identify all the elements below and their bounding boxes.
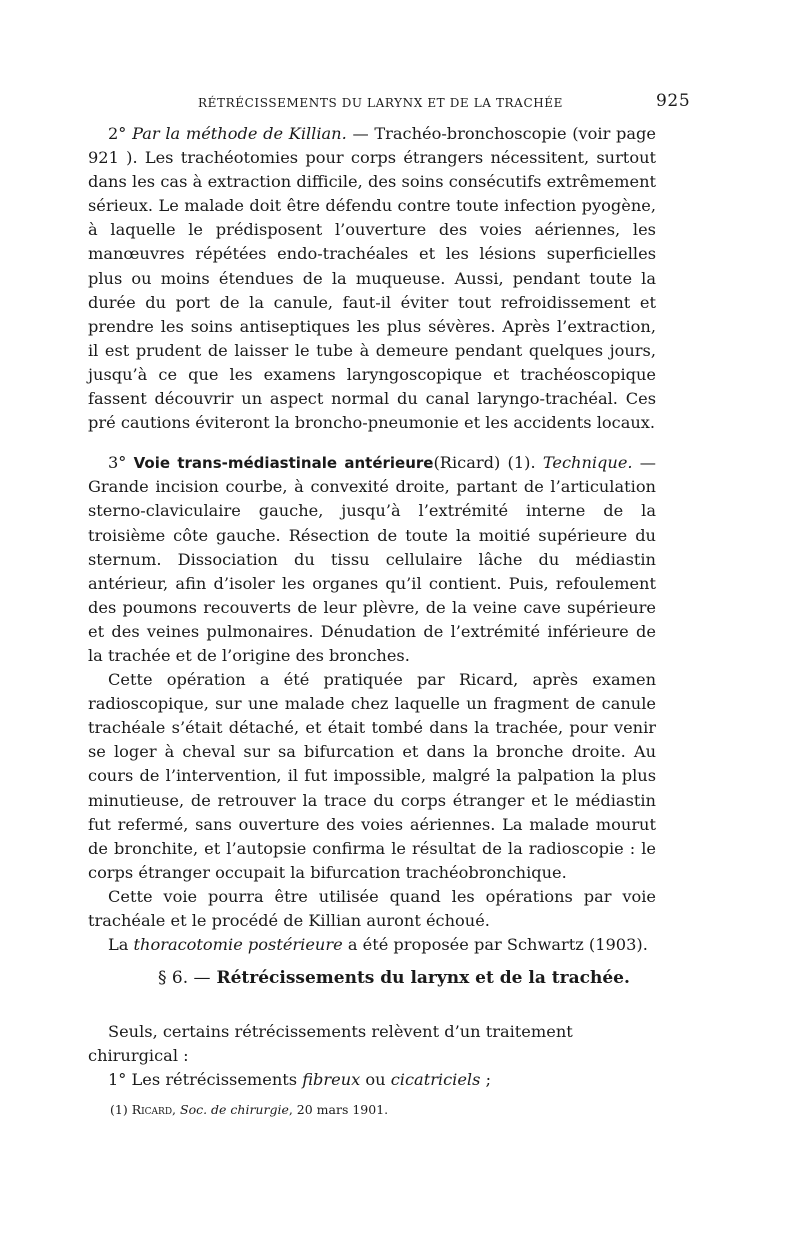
section-intro: Seuls, certains rétrécissements relèvent d’un traitement chirurgical : <box>88 1022 573 1066</box>
paragraph-ricard: 3° Voie trans-médiastinale antérieure(Ricard) (1). Technique. — Grande incision courbe, à convexité droite, partant de l’articulation sterno-claviculaire gauche, jusqu’à l’extrémité interne de la troisième côte gauche. Résection de toute la moitié supérieure du sternum. Dissociation du tissu cellulaire lâche du médiastin antérieur, afin d’isoler les organes qu’il contient. Puis, refoulement des poumons recouverts de leur plèvre, de la veine cave supérieure et des veines pulmonaires. Dénudation de l’extrémité inférieure de la trachée et de l’origine des bronches. <box>88 453 656 665</box>
ricard-heading: Voie trans-médiastinale antérieure <box>133 454 434 473</box>
section-text <box>88 1020 656 1092</box>
paragraph-operation: Cette opération a été pratiquée par Ricard, après examen radioscopique, sur une malade chez laquelle un fragment de canule trachéale s’était détaché, et était tombé dans la trachée, pour venir se loger à cheval sur sa bifurcation et dans la bronche droite. Au cours de l’intervention, il fut impossible, malgré la palpation la plus minutieuse, de retrouver la trace du corps étranger et le médiastin fut refermé, sans ouverture des voies aériennes. La malade mourut de bronchite, et l’autopsie confirma le résultat de la radioscopie : le corps étranger occupait la bifurcation trachéobronchique. <box>88 670 656 882</box>
paragraph-killian: 2° Par la méthode de Killian. — Trachéo-bronchoscopie (voir page 921 ). Les trachéotomies pour corps étrangers nécessitent, surtout dans les cas à extraction difficile, des soins consécutifs extrêmement sérieux. Le malade doit être défendu contre toute infection pyogène, à laquelle le prédisposent l’ouverture des voies aériennes, les manœuvres répétées endo-trachéales et les lésions superficielles plus ou moins étendues de la muqueuse. Aussi, pendant toute la durée du port de la canule, faut-il éviter tout refroidissement et prendre les soins antiseptiques les plus sévères. Après l’extraction, il est prudent de laisser le tube à demeure pendant quelques jours, jusqu’à ce que les examens laryngoscopique et trachéoscopique fassent découvrir un aspect normal du canal laryngo-trachéal. Ces pré cautions éviteront la broncho-pneumonie et les accidents locaux. <box>88 124 656 433</box>
paragraph-voie: Cette voie pourra être utilisée quand les opérations par voie trachéale et le procédé de Killian auront échoué. <box>88 886 656 930</box>
footnote: (1) Ricard, Soc. de chirurgie, 20 mars 1901. <box>110 1102 389 1117</box>
killian-heading: Par la méthode de Killian. <box>132 124 347 143</box>
section-item-1: 1° Les rétrécissements fibreux ou cicatriciels ; <box>108 1070 492 1090</box>
running-title: RÉTRÉCISSEMENTS DU LARYNX ET DE LA TRACHÉE <box>198 96 564 110</box>
page-number: 925 <box>656 91 691 111</box>
section-heading: § 6. — Rétrécissements du larynx et de la trachée. <box>158 968 630 988</box>
technique-label: Technique. <box>542 453 633 473</box>
main-text <box>88 122 656 957</box>
paragraph-thoracotomie: La thoracotomie postérieure a été proposée par Schwartz (1903). <box>108 935 648 955</box>
